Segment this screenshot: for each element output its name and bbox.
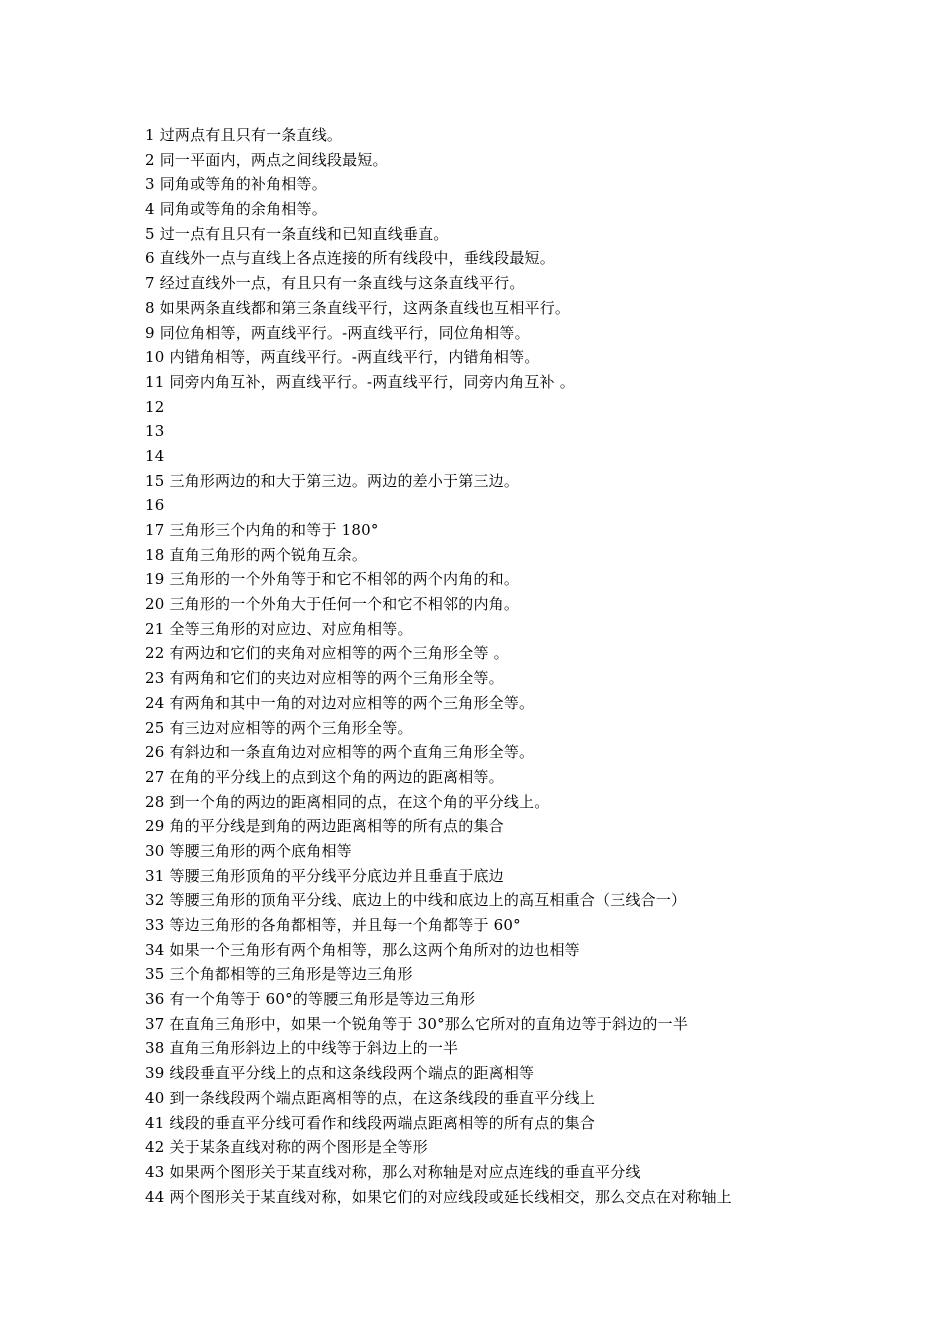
theorem-line-2: 2 同一平面内，两点之间线段最短。	[145, 150, 388, 169]
theorem-line-22: 22 有两边和它们的夹角对应相等的两个三角形全等 。	[145, 644, 509, 663]
theorem-line-38: 38 直角三角形斜边上的中线等于斜边上的一半	[145, 1039, 459, 1058]
theorem-line-17: 17 三角形三个内角的和等于 180°	[145, 521, 379, 539]
theorem-line-19: 19 三角形的一个外角等于和它不相邻的两个内角的和。	[145, 570, 520, 589]
theorem-line-33: 33 等边三角形的各角都相等，并且每一个角都等于 60°	[145, 916, 521, 934]
theorem-line-28: 28 到一个角的两边的距离相同的点，在这个角的平分线上。	[145, 792, 550, 811]
theorem-line-37: 37 在直角三角形中，如果一个锐角等于 30°那么它所对的直角边等于斜边的一半	[145, 1014, 689, 1033]
theorem-line-30: 30 等腰三角形的两个底角相等	[145, 841, 352, 860]
theorem-line-16: 16	[145, 496, 165, 515]
theorem-line-36: 36 有一个角等于 60°的等腰三角形是等边三角形	[145, 990, 476, 1009]
theorem-line-14: 14	[145, 446, 165, 465]
theorem-line-41: 41 线段的垂直平分线可看作和线段两端点距离相等的所有点的集合	[145, 1113, 596, 1132]
theorem-line-24: 24 有两角和其中一角的对边对应相等的两个三角形全等。	[145, 693, 535, 712]
theorem-line-4: 4 同角或等角的余角相等。	[145, 200, 327, 219]
theorem-line-15: 15 三角形两边的和大于第三边。两边的差小于第三边。	[145, 471, 520, 490]
theorem-line-29: 29 角的平分线是到角的两边距离相等的所有点的集合	[145, 817, 504, 836]
theorem-line-42: 42 关于某条直线对称的两个图形是全等形	[145, 1138, 428, 1157]
theorem-line-40: 40 到一条线段两个端点距离相等的点，在这条线段的垂直平分线上	[145, 1088, 596, 1107]
theorem-line-27: 27 在角的平分线上的点到这个角的两边的距离相等。	[145, 767, 504, 786]
theorem-line-43: 43 如果两个图形关于某直线对称，那么对称轴是对应点连线的垂直平分线	[145, 1162, 641, 1181]
theorem-line-25: 25 有三边对应相等的两个三角形全等。	[145, 718, 413, 737]
theorem-line-11: 11 同旁内角互补，两直线平行。-两直线平行，同旁内角互补 。	[145, 372, 575, 391]
theorem-line-35: 35 三个角都相等的三角形是等边三角形	[145, 965, 413, 984]
theorem-line-44: 44 两个图形关于某直线对称，如果它们的对应线段或延长线相交，那么交点在对称轴上	[145, 1187, 732, 1206]
theorem-line-13: 13	[145, 422, 165, 441]
theorem-line-18: 18 直角三角形的两个锐角互余。	[145, 545, 368, 564]
theorem-line-39: 39 线段垂直平分线上的点和这条线段两个端点的距离相等	[145, 1064, 535, 1083]
theorem-line-7: 7 经过直线外一点，有且只有一条直线与这条直线平行。	[145, 274, 525, 293]
theorem-line-3: 3 同角或等角的补角相等。	[145, 175, 327, 194]
theorem-line-12: 12	[145, 397, 165, 416]
theorem-line-1: 1 过两点有且只有一条直线。	[145, 126, 343, 144]
theorem-line-9: 9 同位角相等，两直线平行。-两直线平行，同位角相等。	[145, 323, 530, 342]
theorem-list	[145, 123, 905, 1209]
theorem-line-26: 26 有斜边和一条直角边对应相等的两个直角三角形全等。	[145, 743, 535, 762]
theorem-line-5: 5 过一点有且只有一条直线和已知直线垂直。	[145, 224, 449, 243]
theorem-line-32: 32 等腰三角形的顶角平分线、底边上的中线和底边上的高互相重合（三线合一）	[145, 891, 687, 910]
theorem-line-23: 23 有两角和它们的夹边对应相等的两个三角形全等。	[145, 669, 504, 688]
theorem-line-10: 10 内错角相等，两直线平行。-两直线平行，内错角相等。	[145, 348, 540, 367]
theorem-line-6: 6 直线外一点与直线上各点连接的所有线段中，垂线段最短。	[145, 249, 555, 268]
theorem-line-34: 34 如果一个三角形有两个角相等，那么这两个角所对的边也相等	[145, 940, 580, 959]
theorem-line-8: 8 如果两条直线都和第三条直线平行，这两条直线也互相平行。	[145, 298, 571, 317]
theorem-line-20: 20 三角形的一个外角大于任何一个和它不相邻的内角。	[145, 595, 520, 614]
theorem-line-21: 21 全等三角形的对应边、对应角相等。	[145, 619, 413, 638]
theorem-line-31: 31 等腰三角形顶角的平分线平分底边并且垂直于底边	[145, 866, 504, 885]
